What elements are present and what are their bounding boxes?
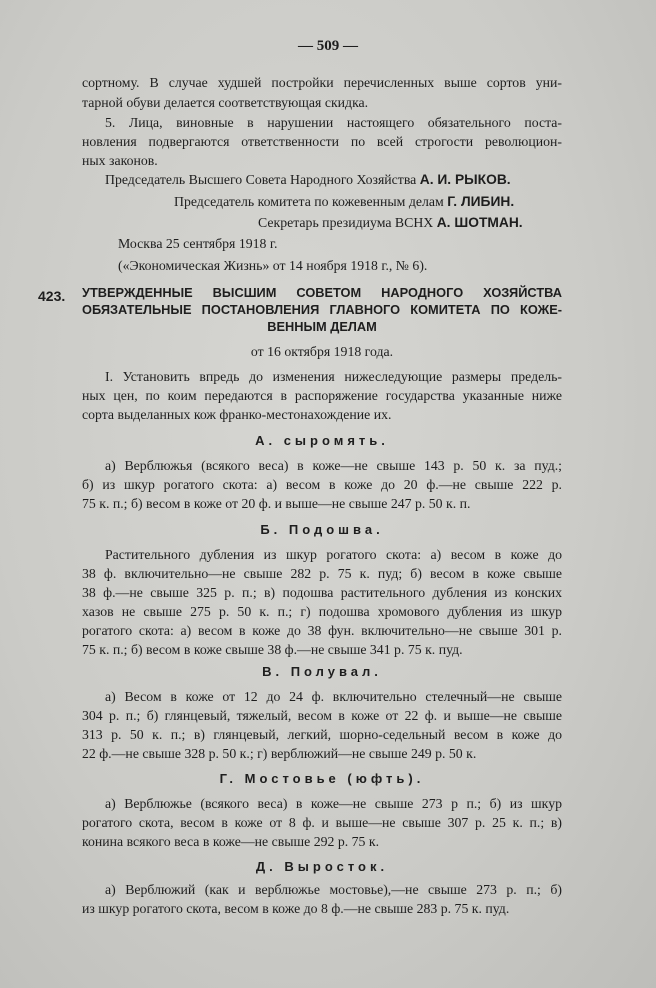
place-date: Москва 25 сентября 1918 г. xyxy=(118,236,278,251)
section-title-line: УТВЕРЖДЕННЫЕ ВЫСШИМ СОВЕТОМ НАРОДНОГО ХОЗЯЙСТВА xyxy=(82,285,562,300)
page-number: — 509 — xyxy=(298,38,358,54)
section-date: от 16 октября 1918 года. xyxy=(250,344,394,359)
subsection-line: рогатого скота, весом в коже от 8 ф. и выше—не свыше 307 р. 25 к. п.; в) xyxy=(82,815,562,830)
subsection-line: рогатого скота: а) весом в коже до 38 фун. включительно—не свыше 301 р. xyxy=(82,623,562,638)
section-number: 423. xyxy=(38,288,66,304)
paragraph-line: сорта выделанных кож франко-местонахождение их. xyxy=(82,407,392,422)
subsection-line: из шкур рогатого скота, весом в коже до 8 ф.—не свыше 283 р. 75 к. пуд. xyxy=(82,901,510,916)
subsection-line: а) Верблюжья (всякого веса) в коже—не свыше 143 р. 50 к. за пуд.; xyxy=(105,458,562,473)
subsection-line: а) Верблюжий (как и верблюжье мостовье),—не свыше 273 р. п.; б) xyxy=(105,882,562,897)
subsection-line: а) Верблюжье (всякого веса) в коже—не свыше 273 р п.; б) из шкур xyxy=(105,796,562,811)
signature-role: Председатель комитета по кожевенным делам xyxy=(174,194,444,209)
subsection-heading: Д. Выросток. xyxy=(255,859,389,874)
subsection-line: 38 ф.—не свыше 325 р. п.; в) подошва растительного дубления из конских xyxy=(82,585,562,600)
signature-name: А. ШОТМАН. xyxy=(436,215,523,230)
subsection-line: конина всякого веса в коже—не свыше 292 р. 75 к. xyxy=(82,834,380,849)
section-title-line: ВЕННЫМ ДЕЛАМ xyxy=(267,319,377,334)
intro-line: тарной обуви делается соответствующая скидка. xyxy=(82,95,369,110)
subsection-line: б) из шкур рогатого скота: а) весом в коже до 20 ф.—не свыше 222 р. xyxy=(82,477,562,492)
subsection-line: 304 р. п.; б) глянцевый, тяжелый, весом в коже от 22 ф. и выше—не свыше xyxy=(82,708,562,723)
subsection-heading: Б. Подошва. xyxy=(260,522,384,537)
signature-line xyxy=(105,170,511,190)
signature-line xyxy=(174,192,514,212)
subsection-line: а) Весом в коже от 12 до 24 ф. включительно стелечный—не свыше xyxy=(105,689,562,704)
signature-role: Секретарь президиума ВСНХ xyxy=(258,215,434,230)
intro-line: ных законов. xyxy=(82,153,158,168)
signature-line xyxy=(258,213,523,233)
subsection-line: 75 к. п.; б) весом в коже свыше 38 ф.—не свыше 341 р. 75 к. пуд. xyxy=(82,642,463,657)
signature-role: Председатель Высшего Совета Народного Хозяйства xyxy=(105,172,417,187)
subsection-line: Растительного дубления из шкур рогатого скота: а) весом в коже до xyxy=(105,547,562,562)
paragraph-line: I. Установить впредь до изменения нижеследующие размеры предель- xyxy=(105,369,562,384)
source-citation: («Экономическая Жизнь» от 14 ноября 1918 г., № 6). xyxy=(118,258,428,273)
subsection-line: 313 р. 50 к. п.; в) глянцевый, легкий, шорно-седельный весом в коже до xyxy=(82,727,562,742)
subsection-line: 38 ф. включительно—не свыше 282 р. 75 к. пуд; б) весом в коже свыше xyxy=(82,566,562,581)
signature-name: А. И. РЫКОВ. xyxy=(419,172,511,187)
section-title-line: ОБЯЗАТЕЛЬНЫЕ ПОСТАНОВЛЕНИЯ ГЛАВНОГО КОМИТЕТА ПО КОЖЕ- xyxy=(82,302,562,317)
subsection-line: 75 к. п.; б) весом в коже от 20 ф. и выше—не свыше 247 р. 50 к. п. xyxy=(82,496,471,511)
intro-line: сортному. В случае худшей постройки перечисленных выше сортов уни- xyxy=(82,75,562,90)
paragraph-line: ных цен, по коим передаются в распоряжение государства указанные ниже xyxy=(82,388,562,403)
subsection-heading: В. Полувал. xyxy=(262,664,382,679)
signature-name: Г. ЛИБИН. xyxy=(447,194,515,209)
subsection-line: хазов не свыше 275 р. 50 к. п.; г) подошва хромового дубления из шкур xyxy=(82,604,562,619)
intro-line: 5. Лица, виновные в нарушении настоящего обязательного поста- xyxy=(105,115,562,130)
subsection-heading: Г. Мостовье (юфть). xyxy=(219,771,425,786)
subsection-heading: А. сыромять. xyxy=(255,433,389,448)
intro-line: новления подвергаются ответственности по всей строгости революцион- xyxy=(82,134,562,149)
subsection-line: 22 ф.—не свыше 328 р. 50 к.; г) верблюжий—не свыше 249 р. 50 к. xyxy=(82,746,477,761)
